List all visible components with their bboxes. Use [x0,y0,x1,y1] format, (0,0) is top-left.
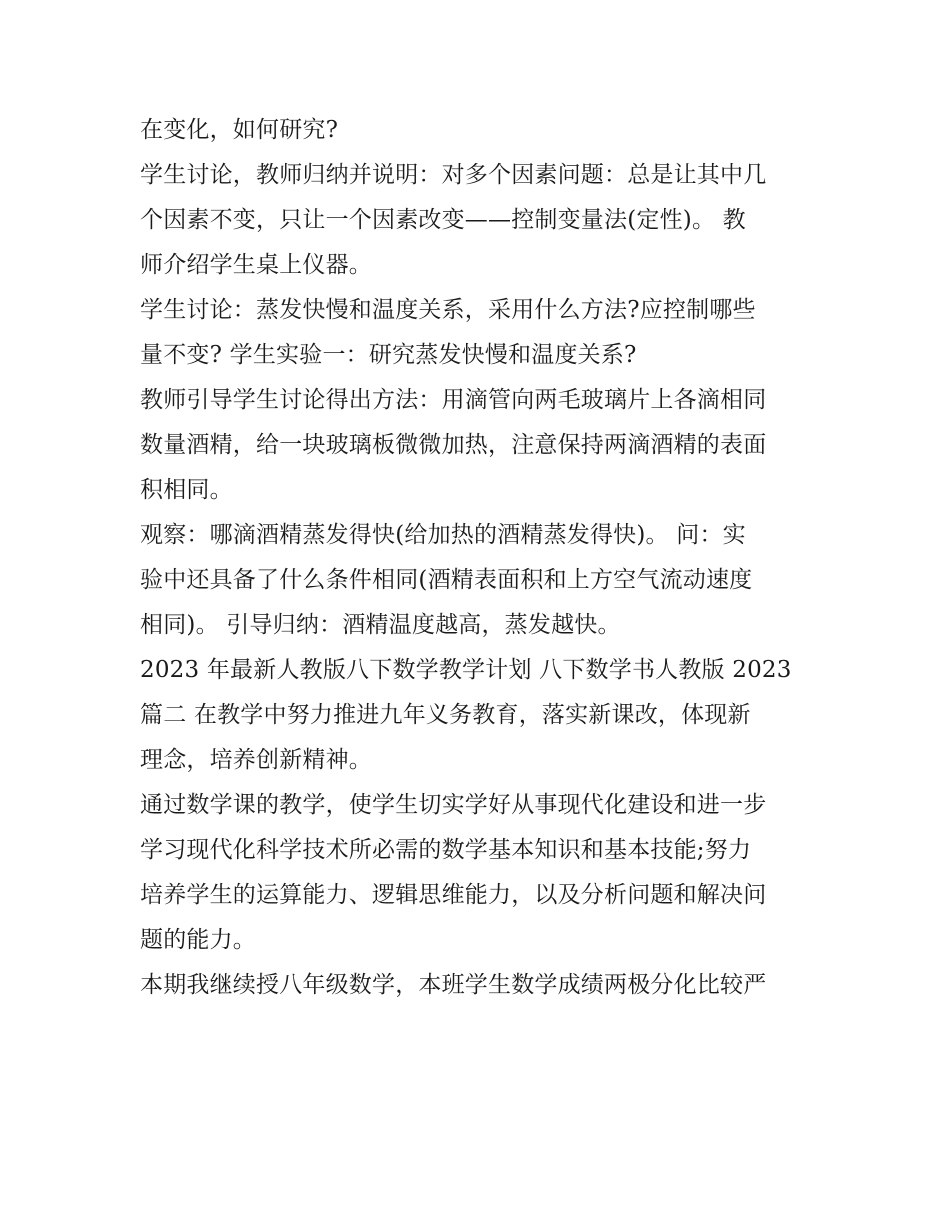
text-line: 题的能力。 [140,927,256,953]
text-line: 在变化，如何研究? [140,117,339,143]
text-line: 培养学生的运算能力、逻辑思维能力，以及分析问题和解决问 [140,882,767,908]
text-line: 教师引导学生讨论得出方法：用滴管向两毛玻璃片上各滴相同 [140,387,767,413]
text-line: 相同)。 引导归纳：酒精温度越高，蒸发越快。 [140,612,621,638]
text-line: 2023 年最新人教版八下数学教学计划 八下数学书人教版 2023 [140,657,792,683]
text-line: 通过数学课的教学，使学生切实学好从事现代化建设和进一步 [140,792,767,818]
text-line: 观察：哪滴酒精蒸发得快(给加热的酒精蒸发得快)。 问：实 [140,522,746,548]
text-line: 数量酒精，给一块玻璃板微微加热，注意保持两滴酒精的表面 [140,432,767,458]
text-line: 积相同。 [140,477,233,503]
text-line: 验中还具备了什么条件相同(酒精表面积和上方空气流动速度 [140,567,753,593]
text-line: 学习现代化科学技术所必需的数学基本知识和基本技能;努力 [140,837,752,863]
text-line: 理念，培养创新精神。 [140,747,372,773]
document-body [140,108,820,1008]
text-line: 量不变? 学生实验一：研究蒸发快慢和温度关系? [140,342,637,368]
text-line: 个因素不变，只让一个因素改变——控制变量法(定性)。 教 [140,207,746,233]
text-line: 篇二 在教学中努力推进九年义务教育，落实新课改，体现新 [140,702,751,728]
text-line: 师介绍学生桌上仪器。 [140,252,372,278]
text-line: 本期我继续授八年级数学，本班学生数学成绩两极分化比较严 [140,972,767,998]
text-line: 学生讨论：蒸发快慢和温度关系，采用什么方法?应控制哪些 [140,297,756,323]
text-line: 学生讨论，教师归纳并说明：对多个因素问题：总是让其中几 [140,162,767,188]
